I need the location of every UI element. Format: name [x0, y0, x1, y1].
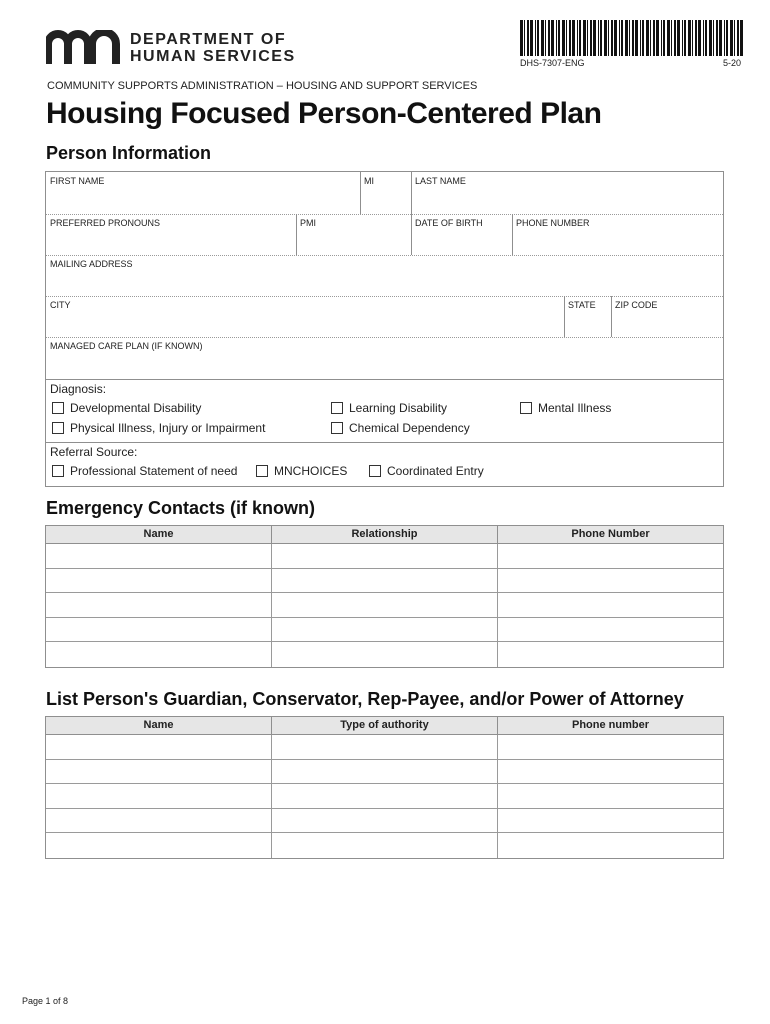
table-cell[interactable] — [46, 809, 272, 833]
table-cell[interactable] — [46, 784, 272, 808]
table-cell[interactable] — [46, 593, 272, 617]
column-header: Name — [46, 717, 272, 734]
emergency-contacts-heading: Emergency Contacts (if known) — [46, 498, 316, 518]
last-name-label: LAST NAME — [415, 176, 466, 186]
table-cell[interactable] — [46, 760, 272, 784]
pmi-label: PMI — [300, 218, 317, 228]
city-field[interactable] — [46, 296, 564, 337]
dob-field[interactable] — [411, 214, 512, 255]
emergency-contacts-table — [45, 525, 724, 668]
table-cell[interactable] — [46, 642, 272, 667]
table-cell[interactable] — [272, 784, 498, 808]
pronouns-label: PREFERRED PRONOUNS — [50, 218, 161, 228]
dob-label: DATE OF BIRTH — [415, 218, 483, 228]
checkbox-label: Learning Disability — [349, 401, 448, 415]
table-cell[interactable] — [272, 735, 498, 759]
table-row — [46, 833, 723, 858]
table-cell[interactable] — [498, 618, 723, 642]
guardian-heading: List Person's Guardian, Conservator, Rep-Payee, and/or Power of Attorney — [46, 689, 684, 709]
checkbox-box[interactable] — [331, 422, 343, 434]
administration-line: COMMUNITY SUPPORTS ADMINISTRATION – HOUSING AND SUPPORT SERVICES — [47, 80, 478, 92]
mi-field[interactable] — [360, 172, 411, 214]
checkbox-box[interactable] — [520, 402, 532, 414]
checkbox-label: Chemical Dependency — [349, 421, 470, 435]
table-row — [46, 642, 723, 667]
table-cell[interactable] — [272, 833, 498, 858]
form-number: DHS-7307-ENG — [520, 58, 585, 68]
zip-field[interactable] — [611, 296, 723, 337]
page-title: Housing Focused Person-Centered Plan — [46, 97, 602, 130]
managed-care-label: MANAGED CARE PLAN (IF KNOWN) — [50, 341, 203, 351]
checkbox-box[interactable] — [52, 402, 64, 414]
column-header: Phone Number — [571, 528, 650, 540]
state-field[interactable] — [564, 296, 611, 337]
table-cell[interactable] — [498, 809, 723, 833]
revision-date: 5-20 — [723, 58, 742, 68]
page-number: Page 1 of 8 — [22, 996, 69, 1006]
table-header — [46, 526, 723, 544]
last-name-field[interactable] — [411, 172, 723, 214]
table-cell[interactable] — [272, 593, 498, 617]
referral-label: Referral Source: — [50, 445, 138, 459]
table-cell[interactable] — [498, 760, 723, 784]
checkbox-label: Mental Illness — [538, 401, 612, 415]
mi-label: MI — [364, 176, 374, 186]
checkbox-box[interactable] — [52, 422, 64, 434]
table-cell[interactable] — [46, 833, 272, 858]
checkbox-chemical-dependency[interactable] — [331, 421, 470, 435]
table-row — [46, 569, 723, 594]
pronouns-field[interactable] — [46, 214, 296, 255]
first-name-field[interactable] — [46, 172, 360, 214]
table-cell[interactable] — [498, 593, 723, 617]
checkbox-label: Physical Illness, Injury or Impairment — [70, 421, 266, 435]
barcode-image — [520, 20, 746, 56]
pmi-field[interactable] — [296, 214, 411, 255]
dept-line-1: DEPARTMENT OF — [130, 31, 287, 48]
table-row — [46, 784, 723, 809]
person-info-grid — [45, 171, 724, 487]
managed-care-field[interactable] — [46, 337, 723, 379]
column-header: Relationship — [272, 526, 498, 543]
table-cell[interactable] — [498, 784, 723, 808]
table-row — [46, 735, 723, 760]
checkbox-developmental-disability[interactable] — [52, 401, 201, 415]
table-cell[interactable] — [46, 569, 272, 593]
zip-label: ZIP CODE — [615, 300, 658, 310]
table-cell[interactable] — [498, 642, 723, 667]
first-name-label: FIRST NAME — [50, 176, 105, 186]
table-cell[interactable] — [46, 618, 272, 642]
checkbox-box[interactable] — [331, 402, 343, 414]
checkbox-mental-illness[interactable] — [520, 401, 611, 415]
table-row — [46, 809, 723, 834]
table-cell[interactable] — [46, 735, 272, 759]
table-cell[interactable] — [46, 544, 272, 568]
checkbox-box[interactable] — [256, 465, 268, 477]
checkbox-label: Developmental Disability — [70, 401, 202, 415]
table-cell[interactable] — [498, 544, 723, 568]
table-cell[interactable] — [272, 809, 498, 833]
table-cell[interactable] — [498, 569, 723, 593]
table-cell[interactable] — [498, 833, 723, 858]
table-row — [46, 544, 723, 569]
mn-logo — [46, 30, 126, 66]
mailing-address-label: MAILING ADDRESS — [50, 259, 133, 269]
column-header: Name — [46, 526, 272, 543]
checkbox-label: MNCHOICES — [274, 464, 348, 478]
table-row — [46, 593, 723, 618]
phone-field[interactable] — [512, 214, 723, 255]
mailing-address-field[interactable] — [46, 255, 723, 296]
checkbox-box[interactable] — [52, 465, 64, 477]
guardian-table — [45, 716, 724, 859]
table-cell[interactable] — [498, 735, 723, 759]
department-name — [130, 31, 296, 65]
table-row — [46, 618, 723, 643]
table-cell[interactable] — [272, 618, 498, 642]
checkbox-label: Coordinated Entry — [387, 464, 484, 478]
city-label: CITY — [50, 300, 71, 310]
checkbox-label: Professional Statement of need — [70, 464, 238, 478]
diagnosis-label: Diagnosis: — [50, 382, 107, 396]
table-cell[interactable] — [272, 642, 498, 667]
phone-label: PHONE NUMBER — [516, 218, 590, 228]
table-cell[interactable] — [272, 760, 498, 784]
checkbox-professional-statement[interactable] — [52, 464, 237, 478]
table-cell[interactable] — [272, 569, 498, 593]
dept-line-2: HUMAN SERVICES — [130, 48, 296, 65]
table-cell[interactable] — [272, 544, 498, 568]
table-row — [46, 760, 723, 785]
checkbox-learning-disability[interactable] — [331, 401, 447, 415]
column-header: Type of authority — [272, 717, 498, 734]
checkbox-mnchoices[interactable] — [256, 464, 347, 478]
table-header — [46, 717, 723, 735]
checkbox-physical-illness[interactable] — [52, 421, 265, 435]
checkbox-coordinated-entry[interactable] — [369, 464, 484, 478]
state-label: STATE — [568, 300, 596, 310]
person-info-heading: Person Information — [46, 143, 212, 163]
checkbox-box[interactable] — [369, 465, 381, 477]
column-header: Phone number — [571, 719, 649, 731]
